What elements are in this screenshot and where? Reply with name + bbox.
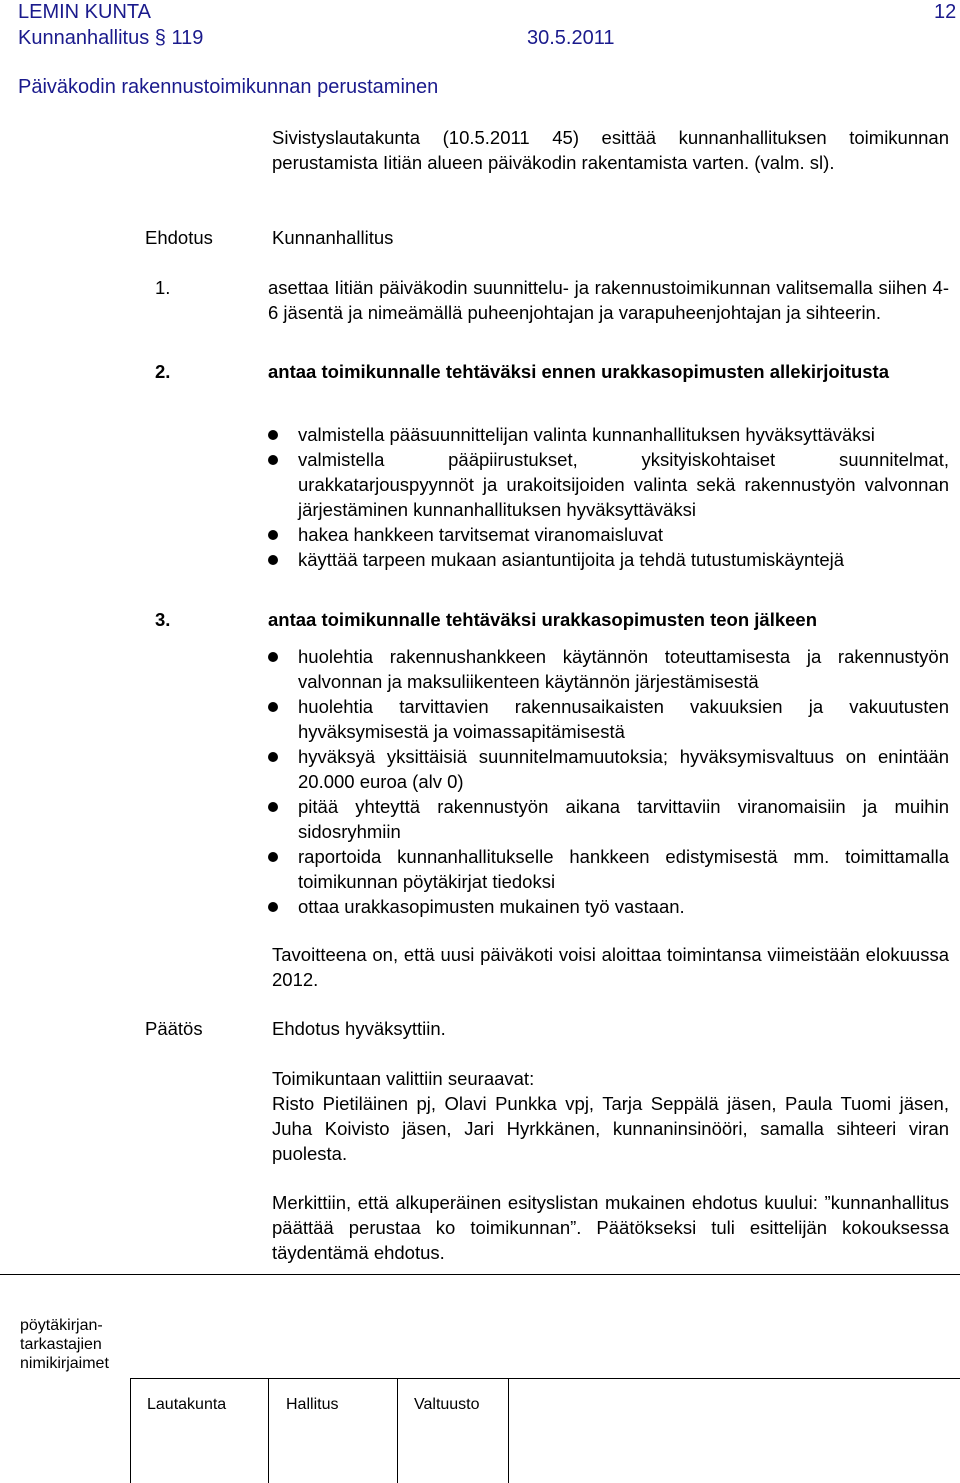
list-item: huolehtia rakennushankkeen käytännön toteuttamisesta ja rakennustyön valvonnan ja maksuliikenteen käytännön järjestämisestä: [298, 644, 949, 694]
box-label-valtuusto: Valtuusto: [414, 1396, 480, 1413]
bullet-icon: [268, 702, 278, 712]
decision-label: Päätös: [145, 1018, 203, 1039]
item-2-text: antaa toimikunnalle tehtäväksi ennen urakkasopimusten allekirjoitusta: [268, 361, 889, 382]
list-item: raportoida kunnanhallitukselle hankkeen edistymisestä mm. toimittamalla toimikunnan pöytäkirjat tiedoksi: [298, 844, 949, 894]
goal-paragraph: Tavoitteena on, että uusi päiväkoti voisi aloittaa toimintansa viimeistään elokuussa 2012.: [272, 944, 949, 990]
proposal-label: Ehdotus: [145, 227, 213, 248]
chosen-intro: Toimikuntaan valittiin seuraavat:: [272, 1068, 535, 1089]
list-item: käyttää tarpeen mukaan asiantuntijoita ja tehdä tutustumiskäyntejä: [298, 547, 949, 572]
box-label-lautakunta: Lautakunta: [147, 1396, 227, 1413]
bullet-icon: [268, 430, 278, 440]
page-title: Päiväkodin rakennustoimikunnan perustaminen: [18, 76, 439, 98]
item-2-number: 2.: [155, 361, 171, 382]
bullet-icon: [268, 902, 278, 912]
list-item: hyväksyä yksittäisiä suunnitelmamuutoksia; hyväksymisvaltuus on enintään 20.000 euroa (alv 0): [298, 744, 949, 794]
list-item: valmistella pääsuunnittelijan valinta kunnanhallituksen hyväksyttäväksi: [298, 422, 949, 447]
list-item: huolehtia tarvittavien rakennusaikaisten vakuuksien ja vakuutusten hyväksymisestä ja voimassapitämisestä: [298, 694, 949, 744]
bullet-icon: [268, 852, 278, 862]
page-number: 12: [934, 1, 957, 23]
item-2-bullet-list: [298, 422, 949, 572]
bullet-icon: [268, 752, 278, 762]
intro-paragraph: Sivistyslautakunta (10.5.2011 45) esittää kunnanhallituksen toimikunnan perustamista Iitiän alueen päiväkodin rakentamista varten. (valm. sl).: [272, 127, 949, 173]
signature-box-divider: [397, 1378, 398, 1483]
list-item: ottaa urakkasopimusten mukainen työ vastaan.: [298, 894, 949, 919]
bullet-icon: [268, 652, 278, 662]
item-1-number: 1.: [155, 277, 171, 298]
list-item: valmistella pääpiirustukset, yksityiskohtaiset suunnitelmat, urakkatarjouspyynnöt ja urakoitsijoiden valinta sekä rakennustyön valvonnan järjestäminen kunnanhallituksen hyväksyttäväksi: [298, 447, 949, 522]
bullet-icon: [268, 555, 278, 565]
signature-box-divider: [130, 1378, 131, 1483]
item-3-bullet-list: [298, 644, 949, 919]
bullet-icon: [268, 530, 278, 540]
signature-boxes-top-line: [130, 1378, 960, 1379]
signature-box-divider: [508, 1378, 509, 1483]
item-3-number: 3.: [155, 609, 171, 630]
bullet-icon: [268, 802, 278, 812]
bullet-icon: [268, 455, 278, 465]
decision-note: Merkittiin, että alkuperäinen esityslistan mukainen ehdotus kuului: ”kunnanhallitus päättää perustaa ko toimikunnan”. Päätökseksi tuli esittelijän kokouksessa täydentämä ehdotus.: [272, 1192, 949, 1263]
meeting-date: 30.5.2011: [527, 27, 615, 49]
list-item: pitää yhteyttä rakennustyön aikana tarvittaviin viranomaisiin ja muihin sidosryhmiin: [298, 794, 949, 844]
meeting-section: Kunnanhallitus § 119: [18, 27, 204, 49]
item-1-text: asettaa Iitiän päiväkodin suunnittelu- ja rakennustoimikunnan valitsemalla siihen 4-6 jäsentä ja nimeämällä puheenjohtajan ja varapuheenjohtajan ja sihteerin.: [268, 277, 949, 323]
box-label-hallitus: Hallitus: [286, 1396, 339, 1413]
chosen-members: Risto Pietiläinen pj, Olavi Punkka vpj, Tarja Seppälä jäsen, Paula Tuomi jäsen, Juha Koivisto jäsen, Jari Hyrkkänen, kunnaninsinööri, samalla sihteeri viran puolesta.: [272, 1093, 949, 1164]
org-name: LEMIN KUNTA: [18, 1, 151, 23]
proposal-by: Kunnanhallitus: [272, 227, 394, 248]
signature-box-divider: [268, 1378, 269, 1483]
checkers-label: pöytäkirjan- tarkastajien nimikirjaimet: [20, 1317, 109, 1372]
footer-divider-top: [0, 1274, 960, 1275]
list-item: hakea hankkeen tarvitsemat viranomaisluvat: [298, 522, 949, 547]
item-3-text: antaa toimikunnalle tehtäväksi urakkasopimusten teon jälkeen: [268, 609, 818, 630]
decision-text: Ehdotus hyväksyttiin.: [272, 1018, 446, 1039]
